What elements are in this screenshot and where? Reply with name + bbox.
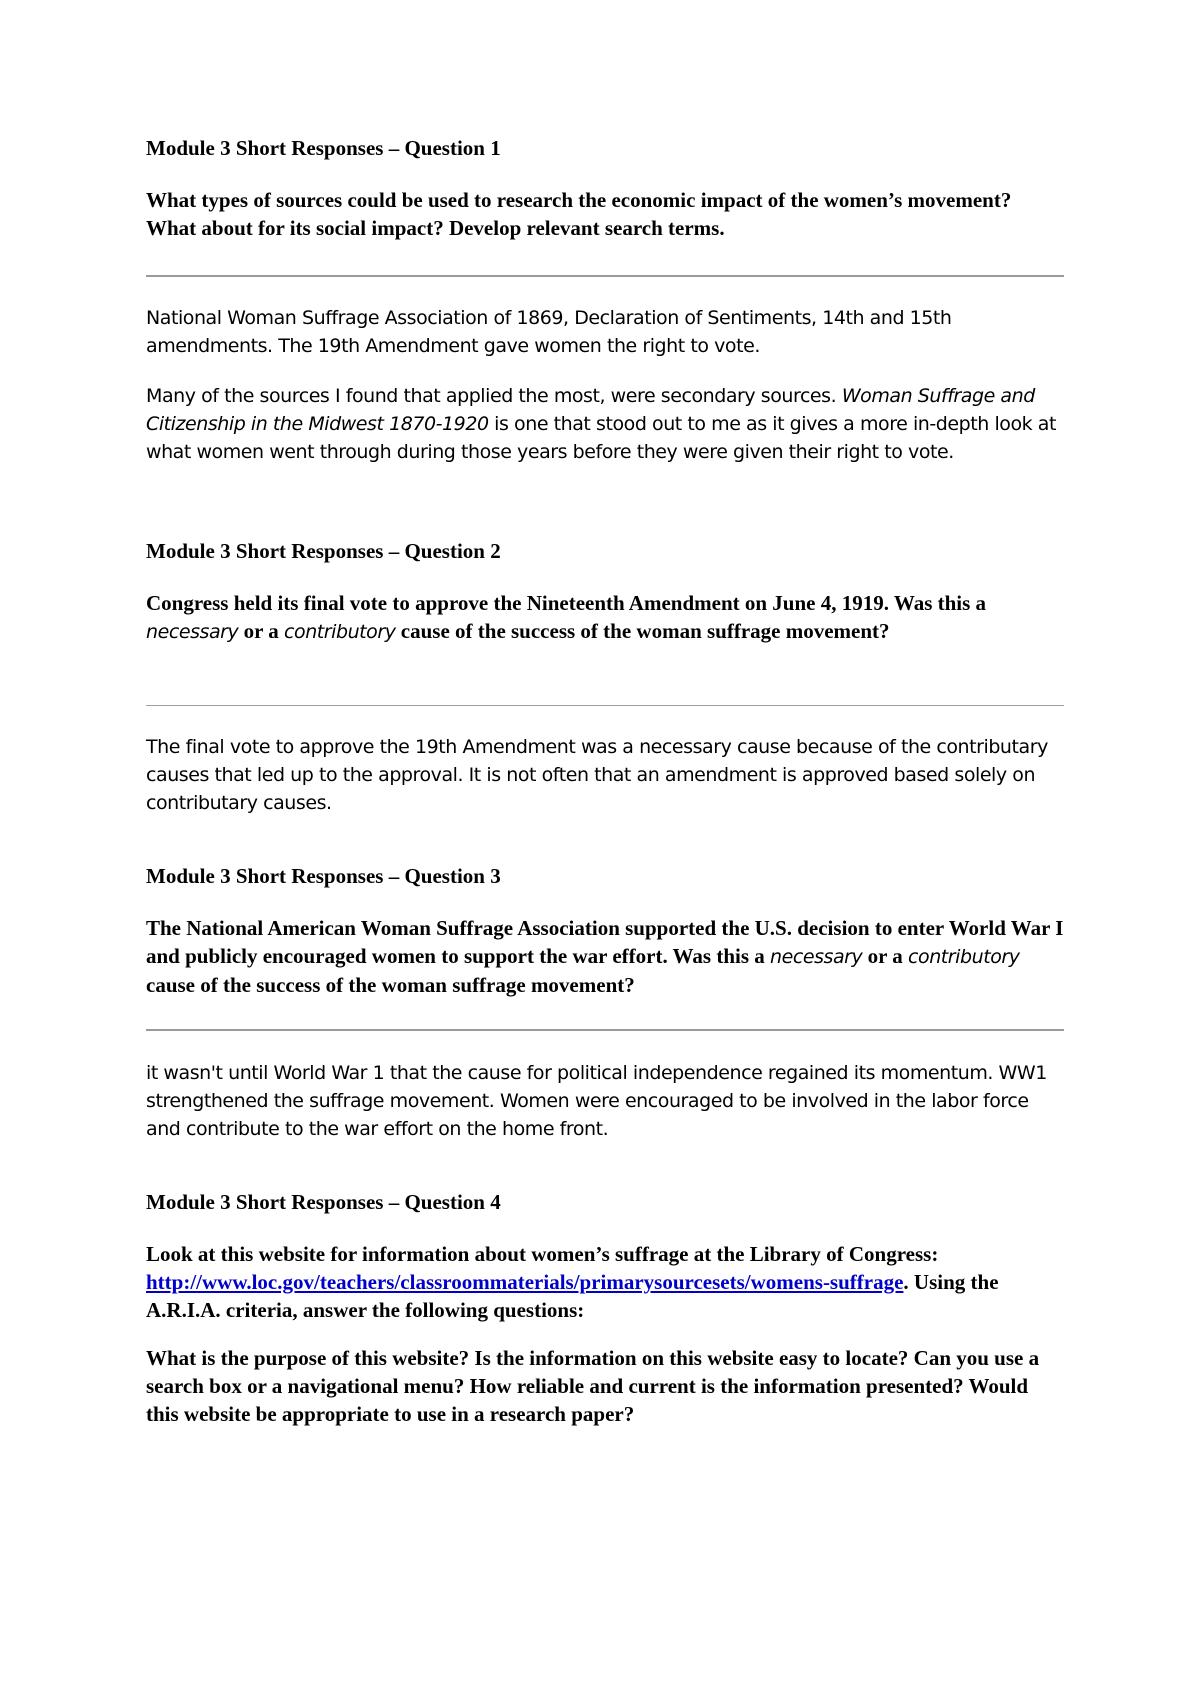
question-1-prompt: What types of sources could be used to research the economic impact of the women’s movement? What about for its social impact? Develop relevant search terms. [146, 188, 1012, 240]
emphasis-contributory: contributory [284, 621, 396, 643]
question-3-answer: it wasn't until World War 1 that the cause for political independence regained its momentum. WW1 strengthened the suffrage movement. Women were encouraged to be involved in the labor force and contribute to the war effort on the home front. [146, 1062, 1047, 1140]
answer-text: is one that stood out to me as it gives a more in-depth look at what women went through during those years before they were given their right to vote. [146, 413, 1056, 463]
prompt-text: or a [862, 944, 909, 968]
answer-text: Many of the sources I found that applied the most, were secondary sources. [146, 385, 842, 407]
emphasis-contributory: contributory [908, 946, 1020, 968]
answer-divider-2 [146, 705, 1064, 706]
question-1-answer-paragraph-2 [146, 382, 1064, 466]
emphasis-necessary: necessary [770, 946, 863, 968]
loc-website-link[interactable]: http://www.loc.gov/teachers/classroommaterials/primarysourcesets/womens-suffrage [146, 1270, 904, 1294]
question-4-sub-questions: What is the purpose of this website? Is the information on this website easy to locate? Can you use a search box or a navigational menu? How reliable and current is the information presented? Would this website be appropriate to use in a research paper? [146, 1346, 1040, 1426]
question-2-prompt [146, 589, 1064, 646]
source-title: Woman Suffrage and Citizenship in the Midwest 1870-1920 [146, 385, 1035, 435]
answer-divider-3 [146, 1029, 1064, 1031]
prompt-text: . Using the A.R.I.A. criteria, answer the following questions: [146, 1270, 999, 1322]
prompt-text: cause of the success of the woman suffrage movement? [395, 619, 890, 643]
question-1-heading: Module 3 Short Responses – Question 1 [146, 136, 501, 160]
emphasis-necessary: necessary [146, 621, 239, 643]
answer-divider-1 [146, 275, 1064, 277]
prompt-text: cause of the success of the woman suffrage movement? [146, 973, 635, 997]
question-3-heading: Module 3 Short Responses – Question 3 [146, 864, 501, 888]
prompt-text: or a [238, 619, 285, 643]
question-4-prompt [146, 1240, 1064, 1324]
question-3-prompt [146, 914, 1064, 999]
question-4-heading: Module 3 Short Responses – Question 4 [146, 1190, 501, 1214]
prompt-text: The National American Woman Suffrage Association supported the U.S. decision to enter World War I and publicly encouraged women to support the war effort. Was this a [146, 916, 1064, 968]
document-page [146, 0, 1064, 1696]
question-1-answer-paragraph-1: National Woman Suffrage Association of 1869, Declaration of Sentiments, 14th and 15th amendments. The 19th Amendment gave women the right to vote. [146, 307, 952, 357]
prompt-text: Congress held its final vote to approve the Nineteenth Amendment on June 4, 1919. Was this a [146, 591, 987, 615]
question-2-heading: Module 3 Short Responses – Question 2 [146, 539, 501, 563]
prompt-text: Look at this website for information about women’s suffrage at the Library of Congress: [146, 1242, 939, 1266]
question-2-answer: The final vote to approve the 19th Amendment was a necessary cause because of the contributary causes that led up to the approval. It is not often that an amendment is approved based solely on contributary causes. [146, 736, 1048, 814]
